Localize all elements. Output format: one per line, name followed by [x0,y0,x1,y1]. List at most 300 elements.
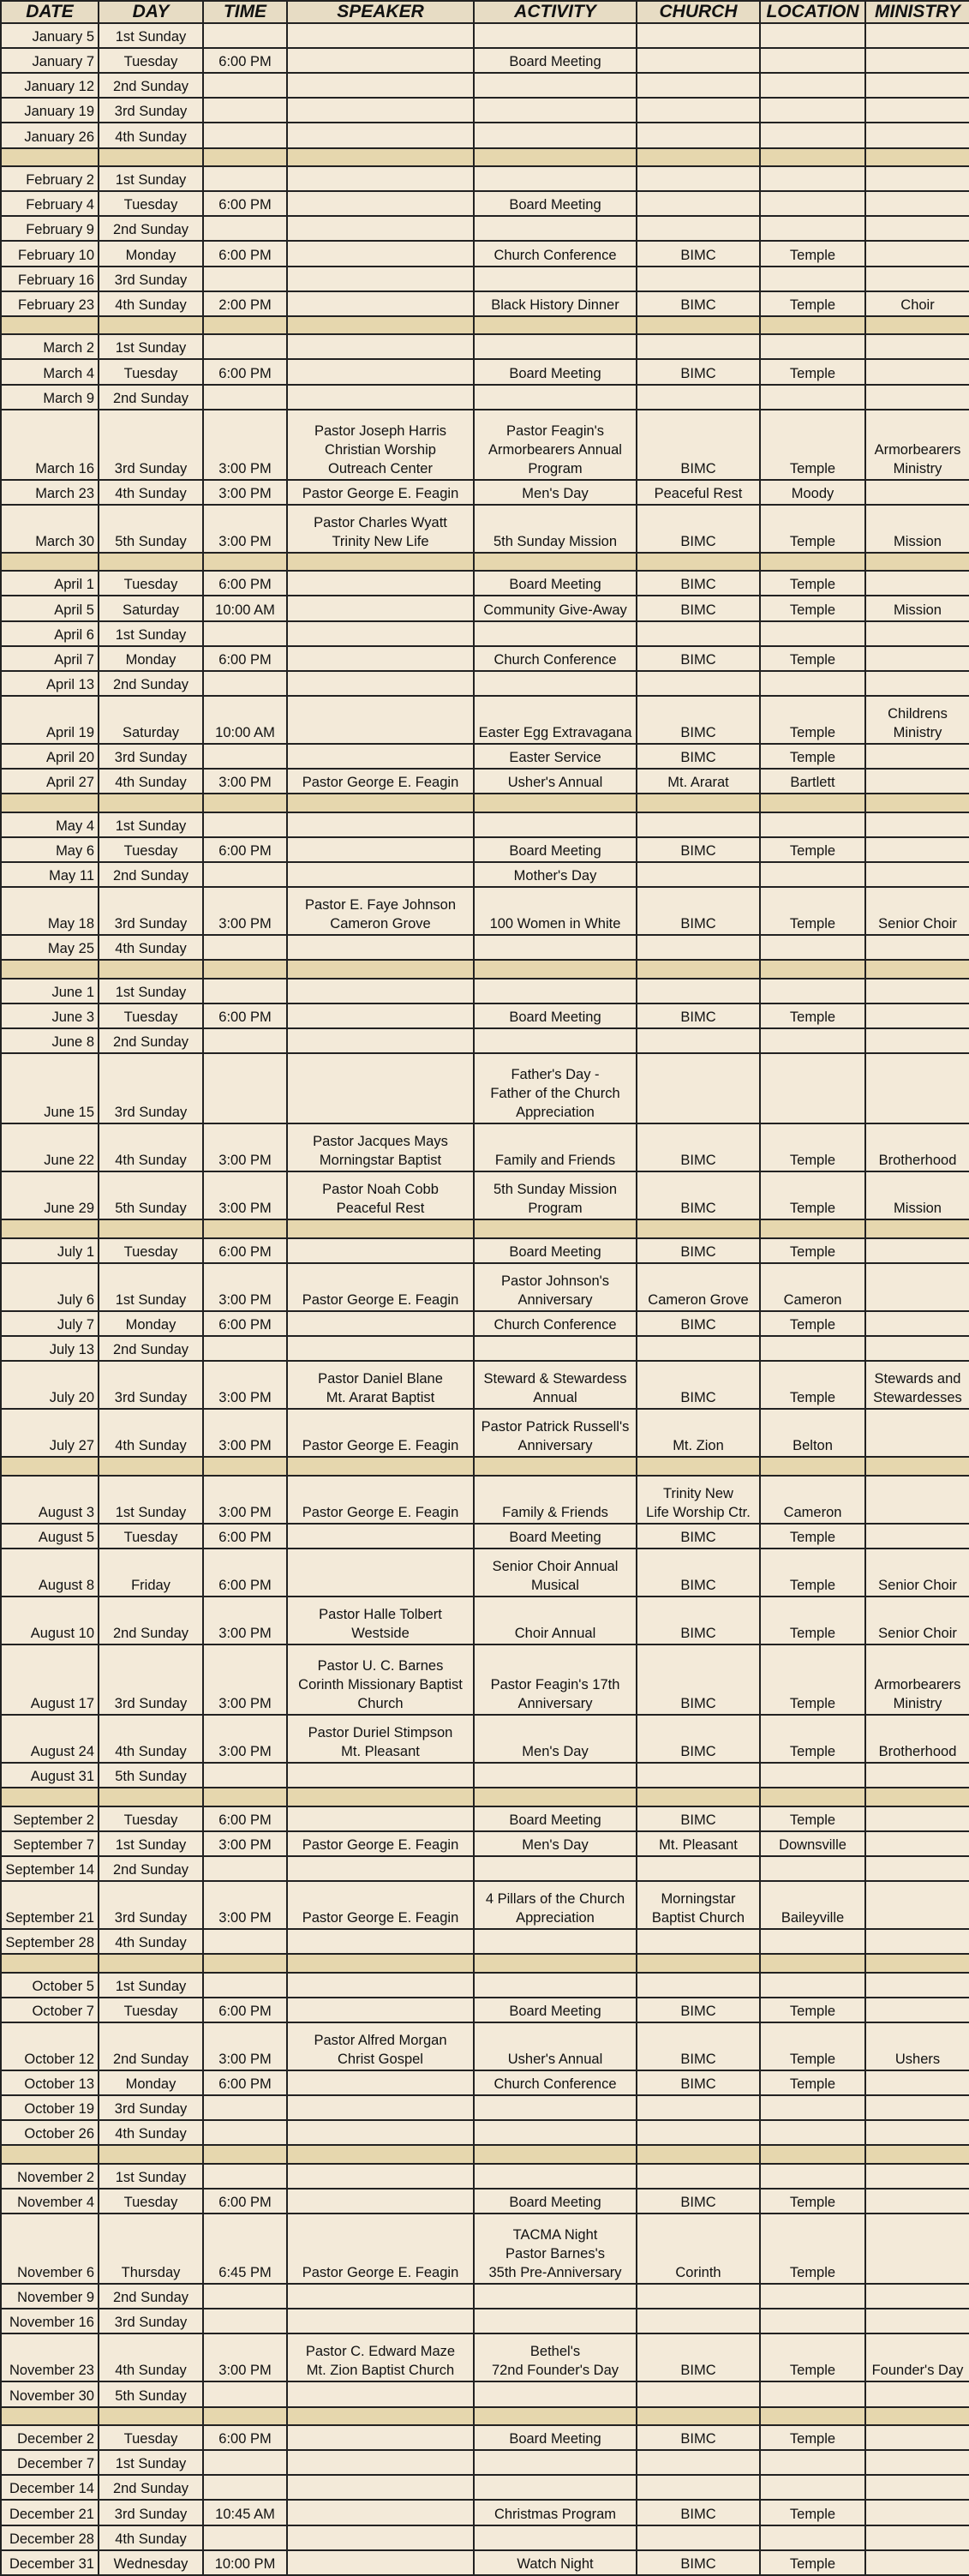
date-cell: September 7 [1,1831,99,1856]
location-cell [760,2120,865,2145]
speaker-cell [287,73,474,98]
table-row [1,571,969,596]
table-row [1,267,969,291]
ministry-cell [865,1003,969,1028]
ministry-cell [865,2214,969,2284]
time-cell [203,2095,287,2120]
date-cell: April 5 [1,596,99,620]
separator-cell [865,1954,969,1973]
church-cell [637,216,760,241]
activity-cell [474,98,637,123]
ministry-cell: Brotherhood [865,1123,969,1171]
time-cell: 6:00 PM [203,1806,287,1831]
time-cell [203,1336,287,1361]
time-cell [203,935,287,960]
table-row [1,1549,969,1597]
separator-cell [203,1788,287,1806]
speaker-cell [287,1003,474,1028]
activity-cell: Easter Service [474,744,637,769]
church-cell: Mt. Zion [637,1409,760,1457]
location-cell: Temple [760,2189,865,2214]
ministry-cell [865,2475,969,2500]
day-cell: 4th Sunday [99,1123,203,1171]
separator-cell [99,960,203,979]
church-cell [637,23,760,48]
time-cell: 6:00 PM [203,646,287,671]
speaker-cell [287,2475,474,2500]
church-cell [637,2525,760,2550]
speaker-cell [287,1763,474,1788]
location-cell [760,48,865,73]
table-row [1,1361,969,1409]
church-cell [637,166,760,191]
ministry-cell: Mission [865,1171,969,1219]
table-row [1,216,969,241]
location-cell: Temple [760,744,865,769]
table-row [1,671,969,696]
separator-cell [474,316,637,335]
separator-cell [865,1788,969,1806]
date-cell: March 9 [1,385,99,410]
month-separator-row [1,1457,969,1476]
separator-cell [287,2145,474,2164]
table-row [1,291,969,316]
activity-cell: Board Meeting [474,837,637,862]
church-cell: Peaceful Rest [637,480,760,505]
activity-cell: Board Meeting [474,2189,637,2214]
speaker-cell [287,1028,474,1053]
church-cell: BIMC [637,696,760,744]
date-cell: February 2 [1,166,99,191]
separator-cell [637,2407,760,2426]
church-cell: BIMC [637,2333,760,2381]
date-cell: September 2 [1,1806,99,1831]
day-cell: 1st Sunday [99,23,203,48]
time-cell [203,1973,287,1998]
day-cell: 2nd Sunday [99,862,203,887]
activity-cell [474,812,637,837]
day-cell: 3rd Sunday [99,1053,203,1123]
table-row [1,191,969,216]
time-cell: 3:00 PM [203,1644,287,1715]
activity-cell [474,671,637,696]
day-cell: Tuesday [99,837,203,862]
location-cell: Temple [760,505,865,553]
activity-cell [474,621,637,646]
activity-cell: Pastor Feagin's 17th Anniversary [474,1644,637,1715]
month-separator-row [1,148,969,167]
speaker-cell [287,1336,474,1361]
separator-cell [287,2407,474,2426]
speaker-cell [287,2309,474,2333]
ministry-cell [865,191,969,216]
location-cell: Temple [760,696,865,744]
speaker-cell [287,23,474,48]
table-row [1,887,969,935]
location-cell [760,2095,865,2120]
separator-cell [1,148,99,167]
ministry-cell [865,571,969,596]
location-cell [760,123,865,147]
date-cell: January 12 [1,73,99,98]
church-cell: BIMC [637,744,760,769]
day-cell: 2nd Sunday [99,1597,203,1644]
table-row [1,2333,969,2381]
separator-cell [760,316,865,335]
table-row [1,621,969,646]
date-cell: December 7 [1,2450,99,2475]
time-cell: 10:45 AM [203,2500,287,2525]
header-location: LOCATION [760,1,865,23]
activity-cell: Church Conference [474,1311,637,1336]
speaker-cell [287,2381,474,2406]
church-cell: BIMC [637,596,760,620]
church-cell [637,2284,760,2309]
ministry-cell [865,671,969,696]
separator-cell [637,960,760,979]
separator-cell [203,316,287,335]
speaker-cell [287,935,474,960]
time-cell: 10:00 AM [203,596,287,620]
separator-cell [99,553,203,572]
time-cell [203,862,287,887]
time-cell [203,98,287,123]
church-cell: BIMC [637,1597,760,1644]
date-cell: February 10 [1,241,99,266]
church-cell [637,812,760,837]
time-cell [203,1763,287,1788]
ministry-cell [865,2450,969,2475]
day-cell: Wednesday [99,2550,203,2575]
time-cell: 6:00 PM [203,1238,287,1263]
day-cell: 1st Sunday [99,2450,203,2475]
ministry-cell [865,334,969,359]
location-cell [760,935,865,960]
time-cell [203,166,287,191]
day-cell: 1st Sunday [99,812,203,837]
date-cell: October 19 [1,2095,99,2120]
location-cell: Baileyville [760,1881,865,1929]
location-cell: Temple [760,1806,865,1831]
speaker-cell [287,1549,474,1597]
location-cell: Bartlett [760,769,865,794]
speaker-cell [287,123,474,147]
time-cell: 3:00 PM [203,1715,287,1763]
activity-cell: Senior Choir Annual Musical [474,1549,637,1597]
time-cell: 3:00 PM [203,1476,287,1524]
location-cell: Temple [760,1238,865,1263]
speaker-cell [287,1806,474,1831]
activity-cell: 4 Pillars of the Church Appreciation [474,1881,637,1929]
date-cell: November 23 [1,2333,99,2381]
date-cell: April 13 [1,671,99,696]
day-cell: Monday [99,646,203,671]
activity-cell: Board Meeting [474,191,637,216]
separator-cell [865,1219,969,1238]
time-cell: 3:00 PM [203,410,287,480]
separator-cell [203,960,287,979]
speaker-cell [287,1856,474,1881]
activity-cell: Board Meeting [474,359,637,384]
activity-cell: Men's Day [474,1831,637,1856]
activity-cell [474,2095,637,2120]
speaker-cell [287,1929,474,1954]
location-cell: Temple [760,887,865,935]
table-row [1,1409,969,1457]
location-cell [760,2381,865,2406]
activity-cell: Christmas Program [474,2500,637,2525]
date-cell: January 5 [1,23,99,48]
day-cell: 1st Sunday [99,1263,203,1311]
location-cell [760,1336,865,1361]
ministry-cell [865,1929,969,1954]
table-body [1,23,969,2575]
day-cell: 5th Sunday [99,2381,203,2406]
table-row [1,1171,969,1219]
date-cell: April 27 [1,769,99,794]
church-cell: BIMC [637,1549,760,1597]
time-cell [203,2164,287,2189]
separator-cell [99,794,203,812]
separator-cell [760,2145,865,2164]
day-cell: 1st Sunday [99,1831,203,1856]
activity-cell: Bethel's 72nd Founder's Day [474,2333,637,2381]
table-row [1,2095,969,2120]
day-cell: 1st Sunday [99,2164,203,2189]
time-cell [203,73,287,98]
speaker-cell [287,2095,474,2120]
activity-cell: Pastor Johnson's Anniversary [474,1263,637,1311]
church-cell: BIMC [637,1998,760,2022]
separator-cell [637,553,760,572]
church-cell: Cameron Grove [637,1263,760,1311]
location-cell [760,191,865,216]
activity-cell [474,385,637,410]
table-row [1,1715,969,1763]
location-cell: Temple [760,2070,865,2095]
activity-cell: TACMA Night Pastor Barnes's 35th Pre-Anniversary [474,2214,637,2284]
church-cell [637,48,760,73]
church-cell: BIMC [637,2425,760,2450]
speaker-cell [287,2500,474,2525]
activity-cell [474,2309,637,2333]
time-cell [203,2475,287,2500]
month-separator-row [1,960,969,979]
church-cell: Morningstar Baptist Church [637,1881,760,1929]
activity-cell: Pastor Patrick Russell's Anniversary [474,1409,637,1457]
location-cell [760,2164,865,2189]
ministry-cell [865,2500,969,2525]
separator-cell [1,1219,99,1238]
date-cell: December 31 [1,2550,99,2575]
location-cell [760,23,865,48]
day-cell: 4th Sunday [99,2333,203,2381]
ministry-cell [865,2095,969,2120]
table-row [1,2475,969,2500]
separator-cell [474,960,637,979]
location-cell: Temple [760,2333,865,2381]
speaker-cell [287,291,474,316]
speaker-cell: Pastor Noah Cobb Peaceful Rest [287,1171,474,1219]
ministry-cell: Senior Choir [865,1597,969,1644]
ministry-cell: Senior Choir [865,1549,969,1597]
activity-cell: Usher's Annual [474,769,637,794]
location-cell [760,216,865,241]
table-row [1,2214,969,2284]
separator-cell [99,1457,203,1476]
church-cell [637,2381,760,2406]
date-cell: March 2 [1,334,99,359]
date-cell: October 12 [1,2022,99,2070]
month-separator-row [1,1788,969,1806]
time-cell [203,216,287,241]
day-cell: Tuesday [99,1806,203,1831]
time-cell [203,23,287,48]
activity-cell: Board Meeting [474,48,637,73]
speaker-cell [287,216,474,241]
time-cell: 3:00 PM [203,887,287,935]
speaker-cell: Pastor C. Edward Maze Mt. Zion Baptist Church [287,2333,474,2381]
separator-cell [287,1219,474,1238]
location-cell [760,621,865,646]
location-cell [760,1053,865,1123]
church-cell: BIMC [637,2070,760,2095]
speaker-cell: Pastor Duriel Stimpson Mt. Pleasant [287,1715,474,1763]
activity-cell: Black History Dinner [474,291,637,316]
church-cell: BIMC [637,291,760,316]
speaker-cell: Pastor Jacques Mays Morningstar Baptist [287,1123,474,1171]
day-cell: Monday [99,1311,203,1336]
speaker-cell [287,1311,474,1336]
speaker-cell: Pastor Daniel Blane Mt. Ararat Baptist [287,1361,474,1409]
date-cell: May 25 [1,935,99,960]
church-cell: BIMC [637,1715,760,1763]
separator-cell [287,794,474,812]
table-row [1,1998,969,2022]
separator-cell [1,1954,99,1973]
date-cell: May 4 [1,812,99,837]
day-cell: 4th Sunday [99,935,203,960]
speaker-cell [287,2525,474,2550]
church-cell [637,1028,760,1053]
ministry-cell [865,267,969,291]
speaker-cell: Pastor Charles Wyatt Trinity New Life [287,505,474,553]
time-cell: 6:00 PM [203,1998,287,2022]
ministry-cell: Armorbearers Ministry [865,1644,969,1715]
separator-cell [865,2145,969,2164]
date-cell: October 7 [1,1998,99,2022]
table-row [1,1123,969,1171]
ministry-cell [865,1311,969,1336]
table-row [1,1763,969,1788]
day-cell: 4th Sunday [99,769,203,794]
date-cell: August 5 [1,1524,99,1549]
table-row [1,2022,969,2070]
ministry-cell [865,123,969,147]
day-cell: 2nd Sunday [99,1336,203,1361]
day-cell: Monday [99,241,203,266]
time-cell [203,267,287,291]
ministry-cell: Senior Choir [865,887,969,935]
location-cell: Temple [760,1003,865,1028]
date-cell: February 4 [1,191,99,216]
date-cell: April 20 [1,744,99,769]
date-cell: July 6 [1,1263,99,1311]
separator-cell [865,960,969,979]
location-cell [760,1973,865,1998]
time-cell: 3:00 PM [203,1171,287,1219]
time-cell [203,671,287,696]
activity-cell: Usher's Annual [474,2022,637,2070]
table-row [1,2309,969,2333]
table-row [1,769,969,794]
separator-cell [760,1954,865,1973]
day-cell: 3rd Sunday [99,2309,203,2333]
activity-cell [474,2475,637,2500]
speaker-cell [287,166,474,191]
time-cell [203,1028,287,1053]
separator-cell [99,1788,203,1806]
location-cell: Temple [760,646,865,671]
date-cell: June 8 [1,1028,99,1053]
separator-cell [203,2145,287,2164]
separator-cell [287,148,474,167]
church-cell: Mt. Pleasant [637,1831,760,1856]
day-cell: Monday [99,2070,203,2095]
location-cell [760,2525,865,2550]
ministry-cell [865,98,969,123]
activity-cell [474,2120,637,2145]
separator-cell [99,2145,203,2164]
day-cell: 2nd Sunday [99,216,203,241]
speaker-cell: Pastor George E. Feagin [287,1831,474,1856]
table-row [1,837,969,862]
date-cell: October 13 [1,2070,99,2095]
location-cell: Temple [760,359,865,384]
separator-cell [99,1219,203,1238]
activity-cell: Family and Friends [474,1123,637,1171]
day-cell: Tuesday [99,1998,203,2022]
day-cell: 1st Sunday [99,621,203,646]
ministry-cell: Childrens Ministry [865,696,969,744]
ministry-cell: Mission [865,596,969,620]
day-cell: Saturday [99,596,203,620]
activity-cell: Father's Day - Father of the Church Appreciation [474,1053,637,1123]
activity-cell: Easter Egg Extravagana [474,696,637,744]
date-cell: January 26 [1,123,99,147]
time-cell: 3:00 PM [203,1409,287,1457]
date-cell: May 18 [1,887,99,935]
church-cell: BIMC [637,887,760,935]
speaker-cell: Pastor George E. Feagin [287,769,474,794]
ministry-cell [865,2284,969,2309]
table-row [1,123,969,147]
location-cell: Temple [760,2500,865,2525]
speaker-cell: Pastor U. C. Barnes Corinth Missionary Baptist Church [287,1644,474,1715]
month-separator-row [1,794,969,812]
date-cell: May 6 [1,837,99,862]
location-cell: Temple [760,410,865,480]
date-cell: November 2 [1,2164,99,2189]
table-row [1,166,969,191]
table-row [1,2450,969,2475]
ministry-cell [865,1998,969,2022]
church-cell [637,2095,760,2120]
location-cell: Temple [760,1123,865,1171]
church-cell [637,2475,760,2500]
location-cell [760,385,865,410]
table-row [1,1831,969,1856]
